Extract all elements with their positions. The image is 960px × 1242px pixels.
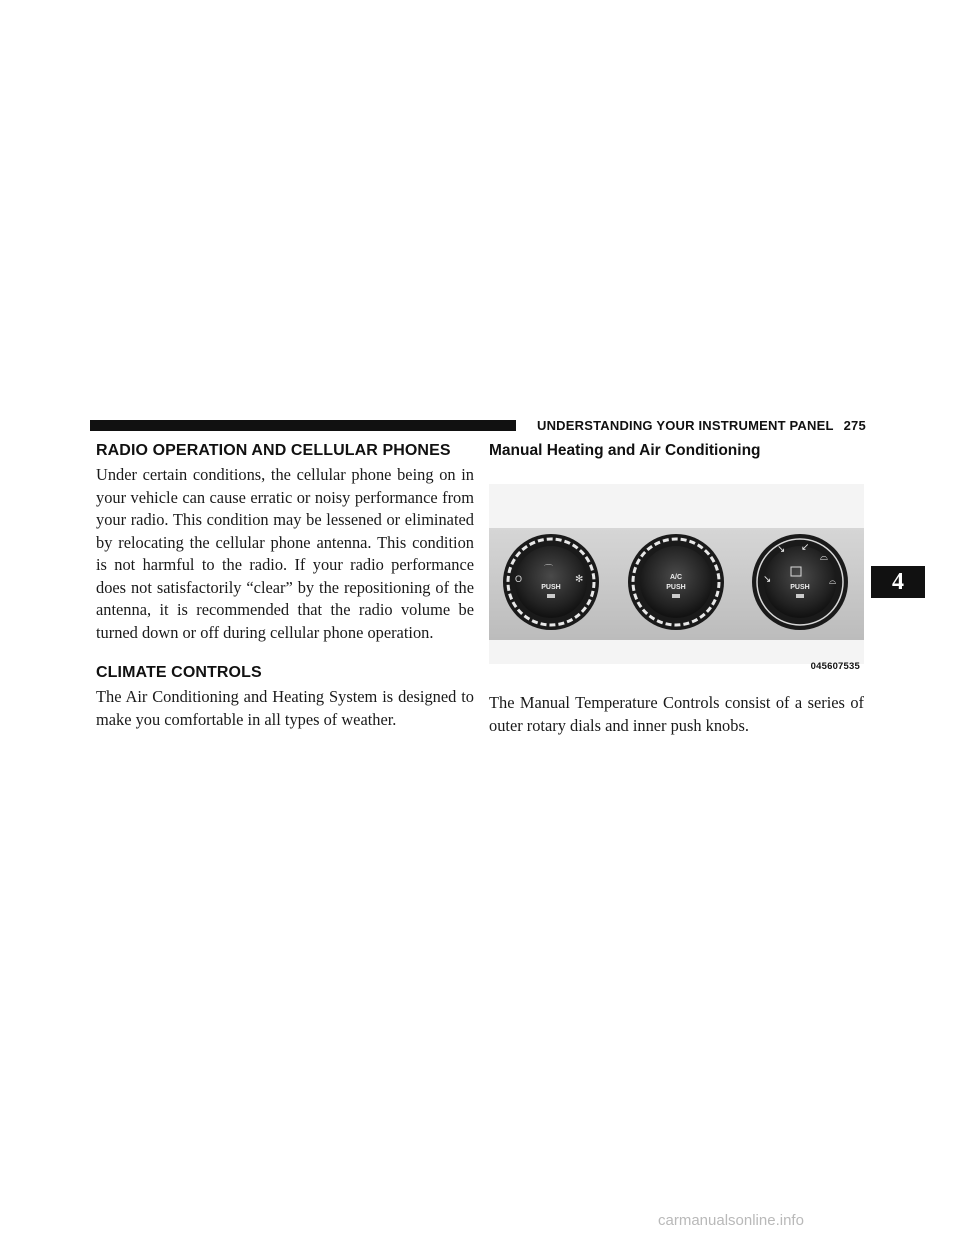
figure-code: 045607535: [810, 661, 860, 672]
page-number: 275: [843, 418, 866, 433]
header-rule: [90, 420, 516, 431]
svg-text:O: O: [515, 574, 523, 584]
knob-fan-push-label: PUSH: [541, 584, 561, 591]
right-column: [489, 442, 864, 737]
svg-text:✻: ✻: [575, 574, 584, 585]
section-heading-radio: RADIO OPERATION AND CELLULAR PHONES: [96, 442, 451, 459]
section-body-radio: Under certain conditions, the cellular phone being on in your vehicle can cause erratic or noisy performance from your radio. This condition may be lessened or eliminated by relocating the cellular phone antenna. This condition is not harmful to the radio. If your radio performance does not satisfactorily “clear” by the repositioning of the antenna, it is recommended that the radio volume be turned down or off during cellular phone operation.: [96, 465, 474, 642]
watermark: carmanualsonline.info: [658, 1212, 804, 1229]
knob-temp-push-label: PUSH: [666, 584, 686, 591]
chapter-tab: 4: [871, 566, 925, 598]
running-header: [537, 418, 866, 433]
climate-control-figure: [489, 466, 864, 678]
knob-temp-ac-label: A/C: [669, 574, 683, 581]
section-body-climate: The Air Conditioning and Heating System is designed to make you comfortable in all types of weather.: [96, 687, 474, 729]
knob-temperature: [628, 534, 724, 630]
section-heading-climate: CLIMATE CONTROLS: [96, 664, 262, 681]
knob-fan: [503, 534, 599, 630]
climate-panel-illustration: [489, 466, 864, 678]
knob-mode: [752, 534, 848, 630]
manual-controls-body: The Manual Temperature Controls consist of a series of outer rotary dials and inner push knobs.: [489, 693, 864, 735]
svg-text:↙: ↙: [801, 542, 810, 553]
svg-text:↘: ↘: [777, 544, 786, 555]
header-title: UNDERSTANDING YOUR INSTRUMENT PANEL: [537, 418, 834, 433]
left-column: [96, 442, 474, 731]
svg-text:⌓: ⌓: [820, 552, 828, 563]
knob-mode-push-label: PUSH: [790, 584, 810, 591]
svg-text:⌓: ⌓: [829, 576, 837, 586]
subsection-heading-manual-hvac: Manual Heating and Air Conditioning: [489, 442, 761, 459]
svg-text:↘: ↘: [763, 574, 772, 585]
svg-text:⌒: ⌒: [544, 564, 554, 574]
